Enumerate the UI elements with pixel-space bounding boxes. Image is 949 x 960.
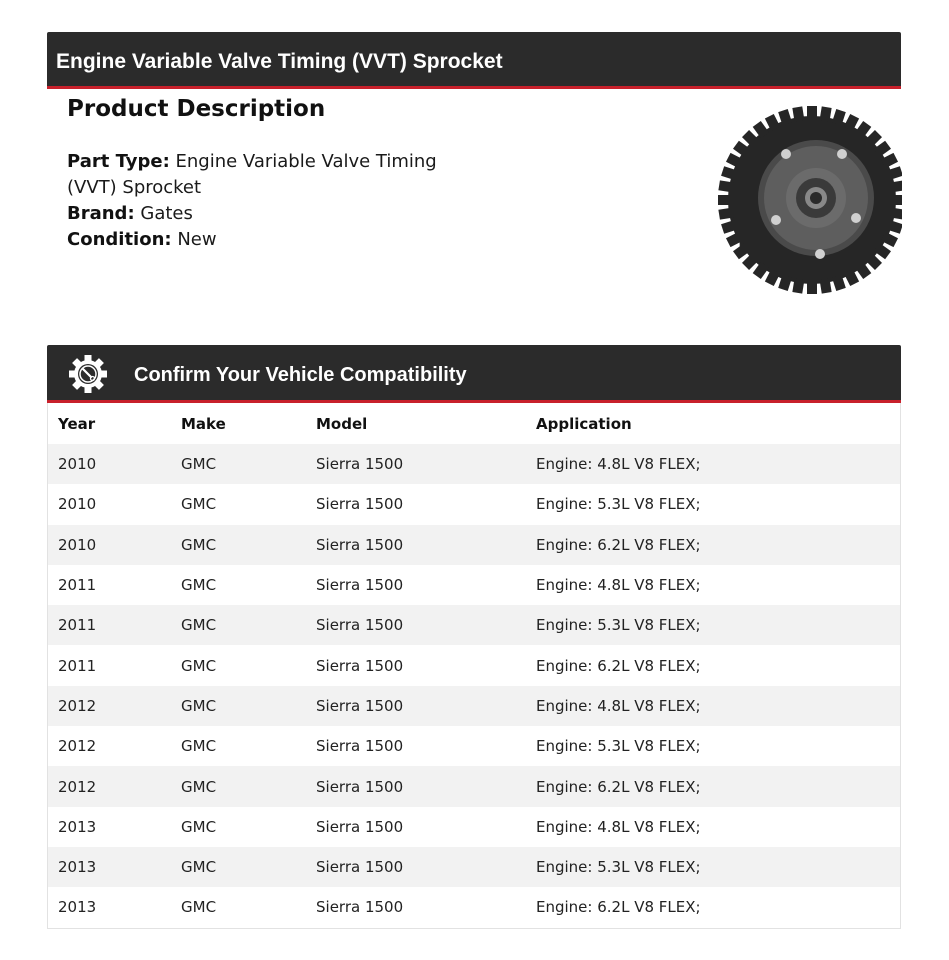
table-row — [48, 726, 900, 766]
compatibility-banner — [47, 345, 901, 403]
cell-make: GMC — [181, 737, 217, 756]
table-row — [48, 484, 900, 524]
condition-value: New — [177, 229, 217, 250]
cell-make: GMC — [181, 576, 217, 595]
cell-application: Engine: 6.2L V8 FLEX; — [536, 656, 701, 675]
brand-value: Gates — [140, 203, 193, 224]
cell-model: Sierra 1500 — [316, 455, 404, 474]
cell-application: Engine: 5.3L V8 FLEX; — [536, 737, 701, 756]
cell-model: Sierra 1500 — [316, 616, 404, 635]
cell-make: GMC — [181, 696, 217, 715]
cell-application: Engine: 4.8L V8 FLEX; — [536, 576, 701, 595]
cell-application: Engine: 5.3L V8 FLEX; — [536, 858, 701, 877]
product-title-banner — [47, 32, 901, 89]
table-row — [48, 807, 900, 847]
part-type-label: Part Type: — [67, 151, 170, 172]
table-row — [48, 525, 900, 565]
table-header-row — [48, 403, 900, 444]
column-header-model: Model — [316, 414, 368, 433]
table-row — [48, 444, 900, 484]
description-heading: Product Description — [67, 96, 326, 122]
cell-model: Sierra 1500 — [316, 898, 404, 917]
cell-make: GMC — [181, 777, 217, 796]
cell-make: GMC — [181, 495, 217, 514]
product-image — [716, 92, 902, 308]
description-body — [67, 149, 447, 253]
compatibility-table — [48, 403, 900, 928]
cell-application: Engine: 5.3L V8 FLEX; — [536, 616, 701, 635]
cell-year: 2010 — [58, 535, 97, 554]
column-header-year: Year — [58, 414, 96, 433]
cell-make: GMC — [181, 656, 217, 675]
table-row — [48, 686, 900, 726]
gear-wrench-icon — [68, 354, 108, 394]
product-title: Engine Variable Valve Timing (VVT) Sprocket — [56, 50, 503, 73]
condition-label: Condition: — [67, 229, 172, 250]
cell-model: Sierra 1500 — [316, 817, 404, 836]
cell-make: GMC — [181, 898, 217, 917]
cell-model: Sierra 1500 — [316, 576, 404, 595]
cell-year: 2011 — [58, 576, 97, 595]
column-header-application: Application — [536, 414, 632, 433]
cell-model: Sierra 1500 — [316, 737, 404, 756]
cell-make: GMC — [181, 858, 217, 877]
cell-model: Sierra 1500 — [316, 696, 404, 715]
cell-model: Sierra 1500 — [316, 777, 404, 796]
part-type-line — [67, 149, 447, 201]
table-row — [48, 565, 900, 605]
compatibility-title: Confirm Your Vehicle Compatibility — [134, 364, 467, 386]
cell-application: Engine: 4.8L V8 FLEX; — [536, 455, 701, 474]
table-row — [48, 605, 900, 645]
table-row — [48, 645, 900, 685]
column-header-make: Make — [181, 414, 226, 433]
table-row — [48, 887, 900, 927]
condition-line — [67, 227, 447, 253]
cell-model: Sierra 1500 — [316, 656, 404, 675]
cell-make: GMC — [181, 535, 217, 554]
brand-label: Brand: — [67, 203, 135, 224]
cell-year: 2012 — [58, 696, 97, 715]
cell-application: Engine: 4.8L V8 FLEX; — [536, 817, 701, 836]
compatibility-table-container — [47, 403, 901, 929]
cell-year: 2011 — [58, 656, 97, 675]
cell-model: Sierra 1500 — [316, 858, 404, 877]
cell-year: 2011 — [58, 616, 97, 635]
table-row — [48, 766, 900, 806]
cell-year: 2013 — [58, 858, 97, 877]
cell-year: 2012 — [58, 777, 97, 796]
table-row — [48, 847, 900, 887]
cell-application: Engine: 6.2L V8 FLEX; — [536, 898, 701, 917]
cell-year: 2013 — [58, 817, 97, 836]
cell-year: 2010 — [58, 495, 97, 514]
cell-application: Engine: 6.2L V8 FLEX; — [536, 777, 701, 796]
cell-application: Engine: 4.8L V8 FLEX; — [536, 696, 701, 715]
part-type-value: Engine Variable Valve Timing (VVT) Sprocket — [67, 151, 437, 198]
cell-model: Sierra 1500 — [316, 535, 404, 554]
cell-make: GMC — [181, 817, 217, 836]
cell-year: 2013 — [58, 898, 97, 917]
brand-line — [67, 201, 447, 227]
cell-model: Sierra 1500 — [316, 495, 404, 514]
cell-year: 2012 — [58, 737, 97, 756]
cell-make: GMC — [181, 616, 217, 635]
cell-application: Engine: 6.2L V8 FLEX; — [536, 535, 701, 554]
cell-application: Engine: 5.3L V8 FLEX; — [536, 495, 701, 514]
cell-make: GMC — [181, 455, 217, 474]
cell-year: 2010 — [58, 455, 97, 474]
